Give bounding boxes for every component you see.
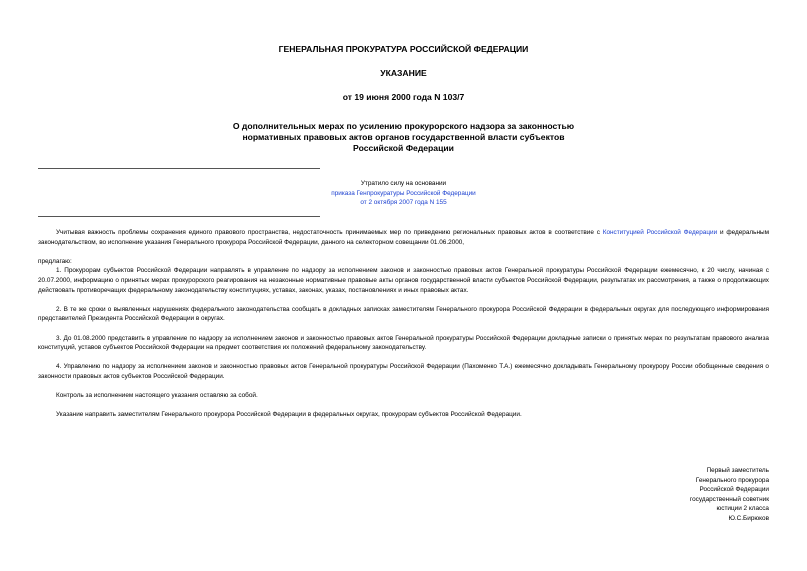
divider-bottom	[38, 216, 320, 217]
document-date-number: от 19 июня 2000 года N 103/7	[342, 92, 465, 102]
signature-line: Генерального прокурора	[695, 476, 769, 484]
signer-name: Ю.С.Бирюков	[728, 514, 769, 522]
distribution-paragraph: Указание направить заместителям Генерального прокурора Российской Федерации в федеральных округах, прокурорам субъектов Российской Федерации.	[56, 411, 522, 419]
organization-title: ГЕНЕРАЛЬНАЯ ПРОКУРАТУРА РОССИЙСКОЙ ФЕДЕРАЦИИ	[278, 44, 529, 54]
status-note	[0, 179, 807, 208]
intro-paragraph: Учитывая важность проблемы сохранения единого правового пространства, недостаточность принимаемых мер по приведению региональных правовых актов в соответствие с Конституцией Российской Федерации и федеральным законодательством, во исполнение указания Генерального прокурора Российской Федерации, данного на селекторном совещании 01.06.2000,	[38, 229, 769, 246]
signature-line: Первый заместитель	[706, 467, 769, 474]
signature-line: Российской Федерации	[699, 486, 769, 494]
repeal-order-link[interactable]: приказа Генпрокуратуры Российской Федерации	[331, 189, 476, 197]
signature-line: юстиции 2 класса	[716, 505, 769, 513]
status-note-text: Утратило силу на основании	[360, 180, 447, 187]
document-body	[38, 228, 769, 420]
constitution-link[interactable]: Конституцией Российской Федерации	[602, 229, 718, 236]
subject-line: О дополнительных мерах по усилению прокурорского надзора за законностью	[232, 121, 575, 131]
document-subject	[0, 121, 807, 154]
document-type: УКАЗАНИЕ	[380, 68, 427, 78]
item-3-paragraph: 3. До 01.08.2000 представить в управление по надзору за исполнением законов и законностью правовых актов Генеральной прокуратуры Российской Федерации докладные записки о принятых мерах по результатам правового анализа конституций, уставов субъектов Российской Федерации на предмет соответствия их положений федеральному законодательству.	[38, 334, 769, 352]
subject-line: Российской Федерации	[353, 143, 454, 153]
signature-line: государственный советник	[689, 495, 769, 503]
repeal-order-date-link[interactable]: от 2 октября 2007 года N 155	[360, 199, 447, 206]
proposal-paragraph: предлагаю:	[38, 257, 72, 265]
item-4-paragraph: 4. Управлению по надзору за исполнением законов и законностью правовых актов Генеральной прокуратуры Российской Федерации (Пахоменко Т.А.) ежемесячно докладывать Генеральному прокурору России обобщенные сведения о законности правовых актов субъектов Российской Федерации.	[38, 363, 769, 380]
subject-line: нормативных правовых актов органов государственной власти субъектов	[242, 132, 565, 142]
control-paragraph: Контроль за исполнением настоящего указания оставляю за собой.	[56, 392, 258, 400]
signature-block	[690, 466, 769, 524]
item-2-paragraph: 2. В те же сроки о выявленных нарушениях федерального законодательства сообщать в докладных записках заместителям Генерального прокурора Российской Федерации в федеральных округах для последующего информирования представителей Президента Российской Федерации в округах.	[38, 305, 769, 323]
divider-top	[38, 168, 320, 169]
item-1-paragraph: 1. Прокурорам субъектов Российской Федерации направлять в управление по надзору за исполнением законов и законностью правовых актов Генеральной прокуратуры Российской Федерации ежемесячно, к 20 числу, начиная с 20.07.2000, информацию о принятых мерах прокурорского реагирования на незаконные нормативные правовые акты органов государственной власти субъектов Российской Федерации, результатах их рассмотрения, а также о продолжающих действовать противоречащих федеральному законодательству конституциях, уставах, законах, указах, постановлениях и иных правовых актах.	[38, 267, 769, 294]
